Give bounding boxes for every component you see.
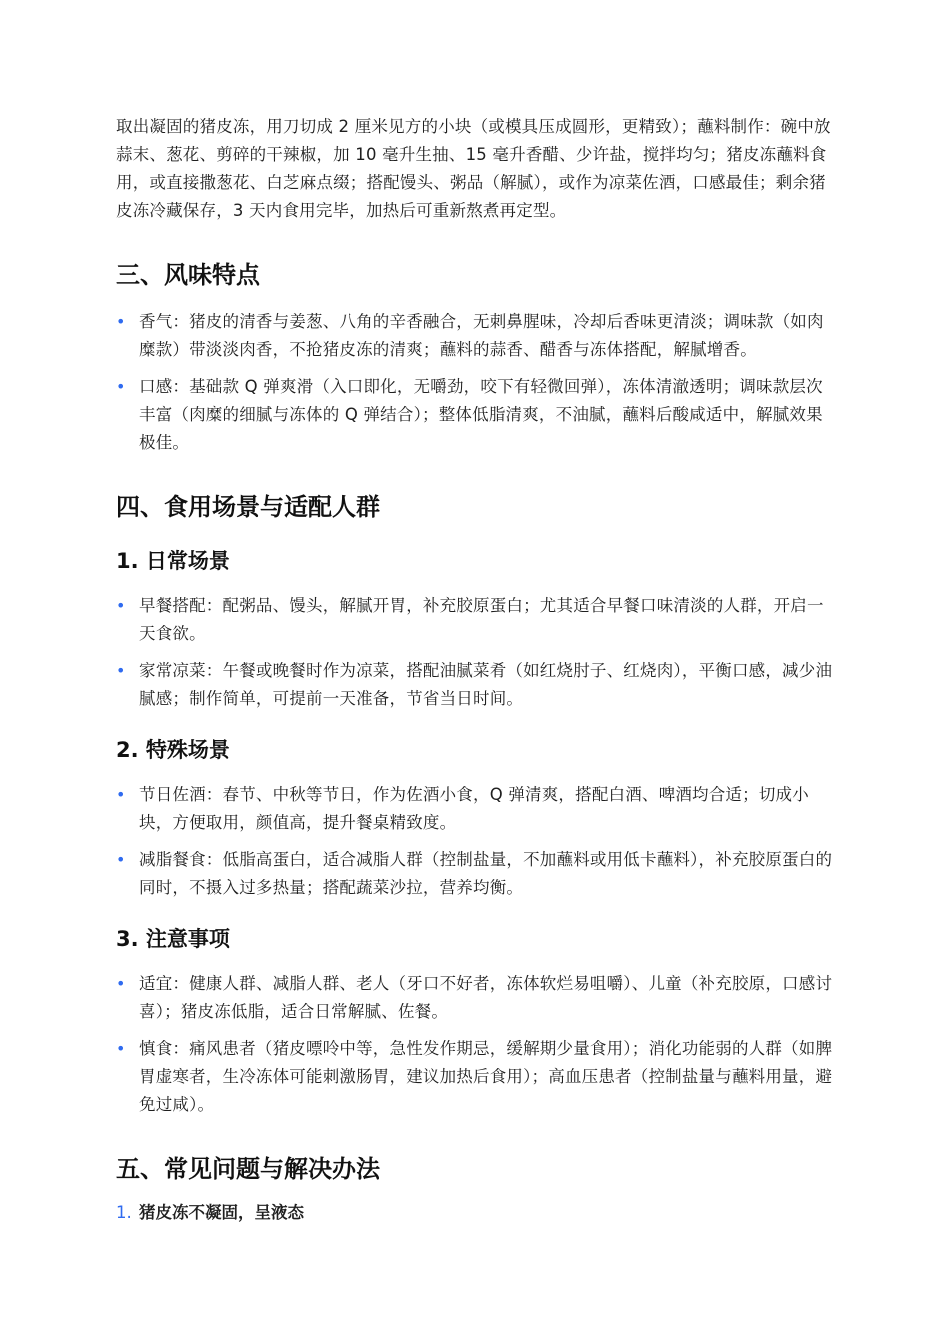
list-item: • 慎食：痛风患者（猪皮嘌呤中等，急性发作期忌，缓解期少量食用）；消化功能弱的人群（如脾胃虚寒者，生冷冻体可能刺激肠胃，建议加热后食用）；高血压患者（控制盐量与蘸料用量，避免过咸）。 [116,1035,836,1119]
document-content [116,113,836,1226]
list-item: • 减脂餐食：低脂高蛋白，适合减脂人群（控制盐量，不加蘸料或用低卡蘸料），补充胶原蛋白的同时，不摄入过多热量；搭配蔬菜沙拉，营养均衡。 [116,846,836,902]
subheading-special: 2. 特殊场景 [116,738,230,762]
intro-paragraph: 取出凝固的猪皮冻，用刀切成 2 厘米见方的小块（或模具压成圆形，更精致）；蘸料制作：碗中放蒜末、葱花、剪碎的干辣椒，加 10 毫升生抽、15 毫升香醋、少许盐，搅拌均匀；猪皮冻蘸料食用，或直接撒葱花、白芝麻点缀；搭配馒头、粥品（解腻），或作为凉菜佐酒，口感最佳；剩余猪皮冻冷藏保存，3 天内食用完毕，加热后可重新熬煮再定型。 [116,117,831,220]
section-heading-scenarios: 四、食用场景与适配人群 [116,493,380,521]
faq-item-number: 1. [116,1203,132,1222]
bullet-icon: • [116,974,126,993]
subheading-daily: 1. 日常场景 [116,549,230,573]
bullet-icon: • [116,785,126,804]
faq-item-title: 猪皮冻不凝固，呈液态 [139,1203,304,1222]
notes-list [116,970,836,1119]
bullet-icon: • [116,1039,126,1058]
list-item: • 家常凉菜：午餐或晚餐时作为凉菜，搭配油腻菜肴（如红烧肘子、红烧肉），平衡口感，减少油腻感；制作简单，可提前一天准备，节省当日时间。 [116,657,836,713]
flavor-list [116,308,836,457]
list-item: • 香气：猪皮的清香与姜葱、八角的辛香融合，无刺鼻腥味，冷却后香味更清淡；调味款（如肉糜款）带淡淡肉香，不抢猪皮冻的清爽；蘸料的蒜香、醋香与冻体搭配，解腻增香。 [116,308,836,364]
daily-list [116,592,836,713]
section-heading-flavor: 三、风味特点 [116,261,260,289]
bullet-icon: • [116,596,126,615]
bullet-icon: • [116,377,126,396]
list-item: • 适宜：健康人群、减脂人群、老人（牙口不好者，冻体软烂易咀嚼）、儿童（补充胶原，口感讨喜）；猪皮冻低脂，适合日常解腻、佐餐。 [116,970,836,1026]
section-heading-faq: 五、常见问题与解决办法 [116,1155,380,1183]
bullet-icon: • [116,312,126,331]
list-item: • 早餐搭配：配粥品、馒头，解腻开胃，补充胶原蛋白；尤其适合早餐口味清淡的人群，开启一天食欲。 [116,592,836,648]
list-item: • 口感：基础款 Q 弹爽滑（入口即化，无嚼劲，咬下有轻微回弹），冻体清澈透明；调味款层次丰富（肉糜的细腻与冻体的 Q 弹结合）；整体低脂清爽，不油腻，蘸料后酸咸适中，解腻效果极佳。 [116,373,836,457]
bullet-icon: • [116,661,126,680]
list-item: • 节日佐酒：春节、中秋等节日，作为佐酒小食，Q 弹清爽，搭配白酒、啤酒均合适；切成小块，方便取用，颜值高，提升餐桌精致度。 [116,781,836,837]
subheading-notes: 3. 注意事项 [116,927,230,951]
faq-list [116,1200,836,1226]
bullet-icon: • [116,850,126,869]
faq-item [116,1200,836,1226]
special-list [116,781,836,902]
